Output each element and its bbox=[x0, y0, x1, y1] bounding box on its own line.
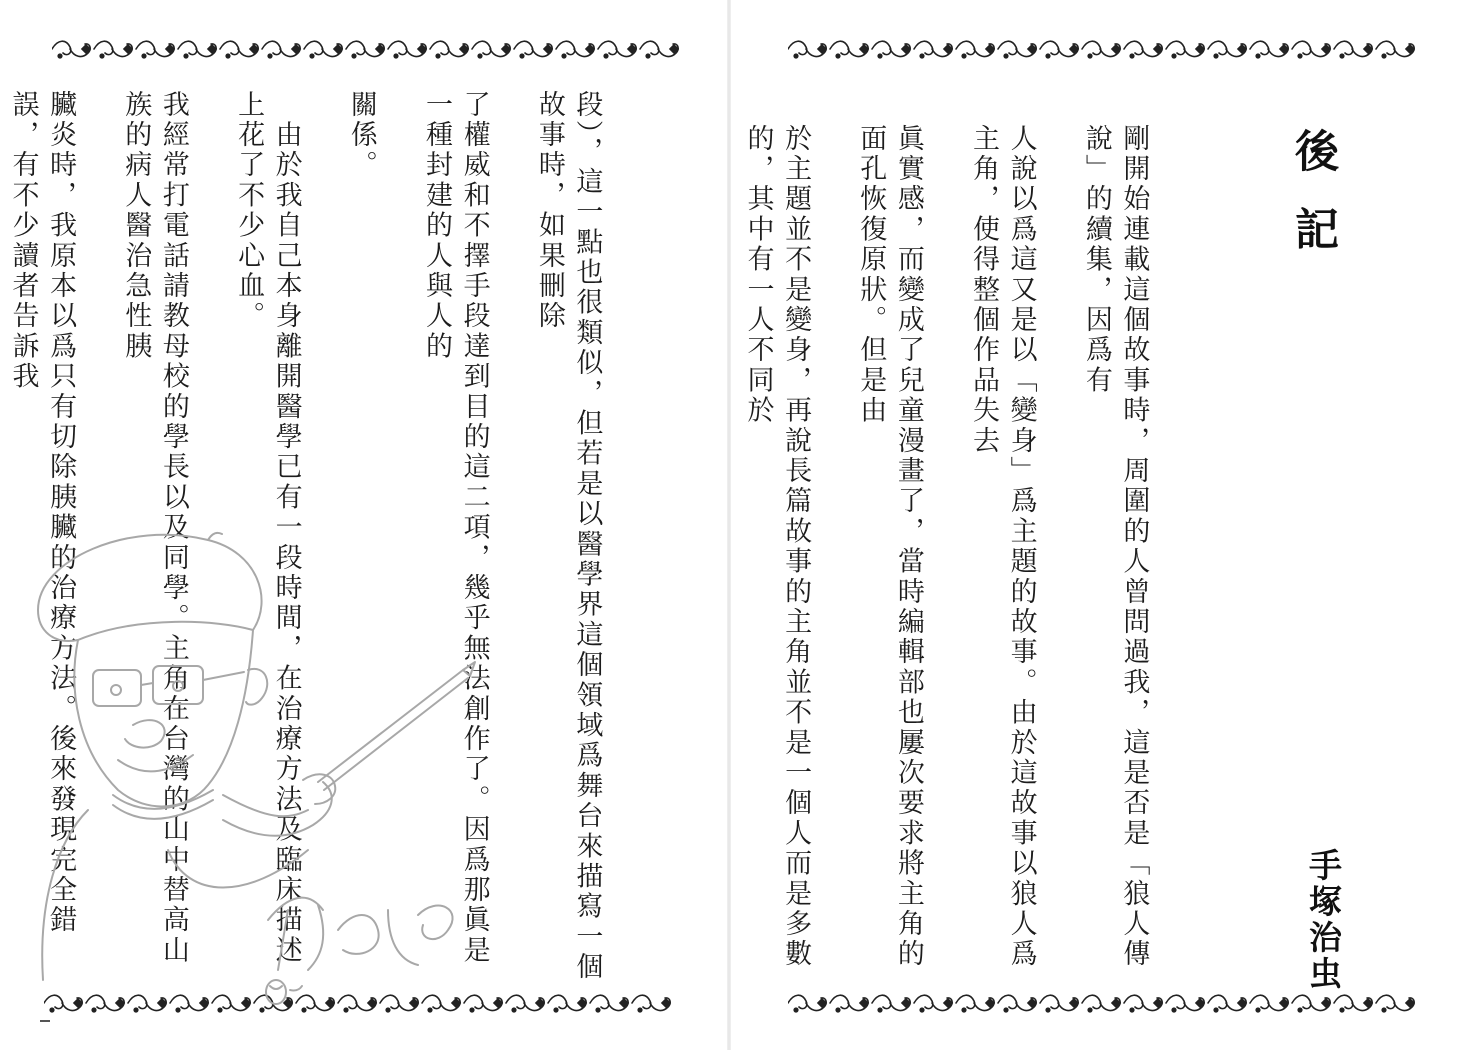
text-column: 人說以爲這又是以「變身」爲主題的故事。由於這故事以狼人爲主角，使得整個作品失去 bbox=[968, 124, 1037, 970]
text-column: 了權威和不擇手段達到目的這二項，幾乎無法創作了。因爲那眞是一種封建的人與人的 bbox=[421, 90, 490, 966]
text-column: 於主題並不是變身，再說長篇故事的主角並不是一個人而是多數的，其中有一人不同於 bbox=[742, 124, 812, 970]
text-column: 臟炎時，我原本以爲只有切除胰臟的治療方法。後來發現完全錯誤，有不少讀者告訴我 bbox=[7, 90, 77, 936]
right-page bbox=[730, 0, 1459, 1050]
text-column: 由於我自己本身離開醫學已有一段時間，在治療方法及臨床描述上花了不少心血。 bbox=[233, 90, 302, 966]
text-column: 剛開始連載這個故事時，周圍的人曾問過我，這是否是「狼人傳說」的續集，因爲有 bbox=[1080, 124, 1150, 970]
bottom-vine-border-right bbox=[788, 990, 1418, 1016]
text-column: 我經常打電話請教母校的學長以及同學。主角在台灣的山中替高山族的病人醫治急性胰 bbox=[120, 90, 189, 966]
text-column: 眞實感，而變成了兒童漫畫了，當時編輯部也屢次要求將主角的面孔恢復原狀。但是由 bbox=[855, 124, 924, 970]
self-portrait-sketch-icon bbox=[18, 520, 488, 1020]
author-name: 手塚治虫 bbox=[1304, 848, 1343, 992]
left-page bbox=[0, 0, 728, 1050]
top-vine-border-left bbox=[52, 36, 682, 62]
page-title: 後記 bbox=[1287, 128, 1338, 284]
top-vine-border-right bbox=[788, 36, 1418, 62]
vine-ornament-icon bbox=[788, 36, 1418, 62]
page-edge-mark bbox=[40, 1020, 50, 1022]
vine-ornament-icon bbox=[788, 990, 1418, 1016]
right-body-text bbox=[742, 124, 1190, 984]
text-column: 段），這一點也很類似，但若是以醫學界這個領域爲舞台來描寫一個故事時，如果刪除 bbox=[533, 90, 603, 983]
text-column: 關係。 bbox=[345, 90, 377, 181]
vine-ornament-icon bbox=[52, 36, 682, 62]
